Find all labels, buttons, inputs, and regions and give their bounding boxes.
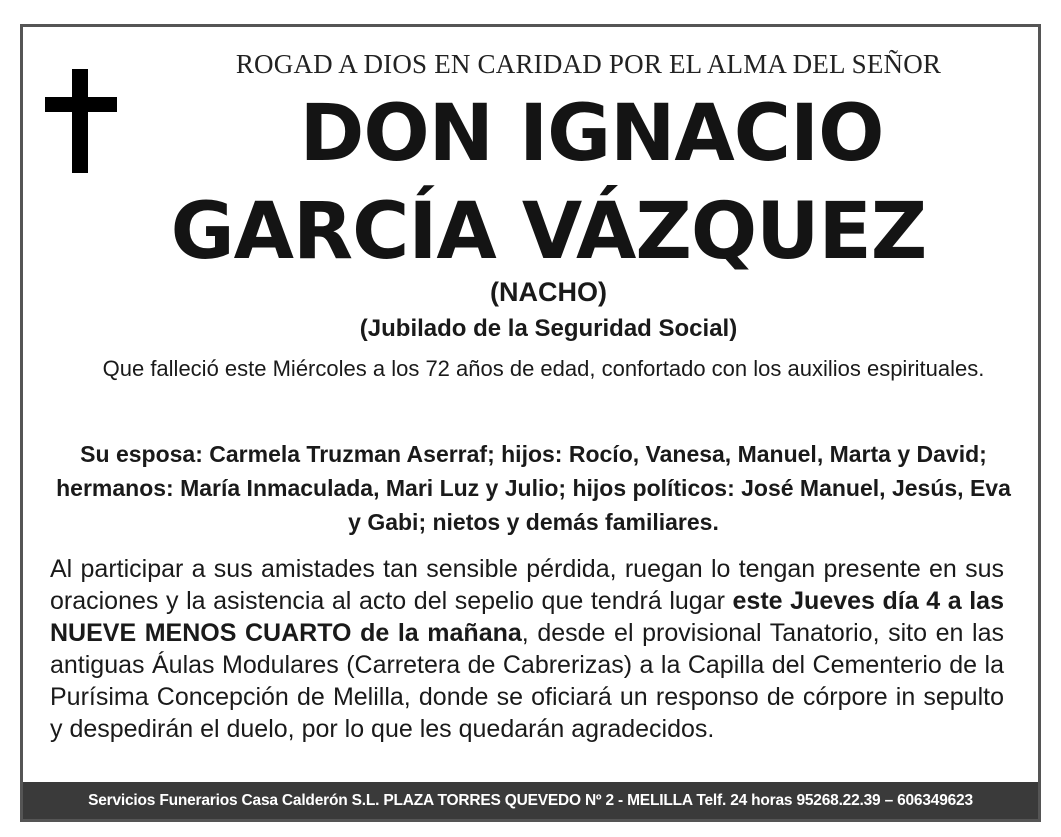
family-list: Su esposa: Carmela Truzman Aserraf; hijos: Rocío, Vanesa, Manuel, Marta y David; hermanos: María Inmaculada, Mari Luz y Julio; hijos políticos: José Manuel, Jesús, Eva y Gabi; nietos y demás familiares. [56,441,1011,535]
death-notice: Que falleció este Miércoles a los 72 años de edad, confortado con los auxilios espirituales. [102,356,985,381]
obituary-frame [20,24,1041,822]
funeral-home-info: Servicios Funerarios Casa Calderón S.L. PLAZA TORRES QUEVEDO Nº 2 - MELILLA Telf. 24 horas 95268.22.39 – 606349623 [88,792,973,809]
ceremony-rest: , desde el provisional Tanatorio, sito en las antiguas Áulas Modulares (Carretera de Cabrerizas) a la Capilla del Cementerio de la Purísima Concepción de Melilla, donde se oficiará un responso de córpore in sepulto y despedirán el duelo, por lo que les quedarán agradecidos. [50,619,1004,743]
ceremony-intro: Al participar a sus amistades tan sensible pérdida, ruegan lo tengan presente en sus oraciones y la asistencia al acto del sepelio que tendrá lugar [50,555,1004,615]
prayer-heading: ROGAD A DIOS EN CARIDAD POR EL ALMA DEL SEÑOR [235,49,942,79]
deceased-name-line1: DON IGNACIO [299,89,884,179]
ceremony-time: este Jueves día 4 a las NUEVE MENOS CUARTO de la mañana [50,587,1004,647]
deceased-nickname: (NACHO) [490,277,607,307]
deceased-occupation: (Jubilado de la Seguridad Social) [359,315,738,342]
deceased-name-line2: GARCÍA VÁZQUEZ [170,187,927,277]
footer-bar [23,782,1038,819]
ceremony-notice [50,553,1004,745]
